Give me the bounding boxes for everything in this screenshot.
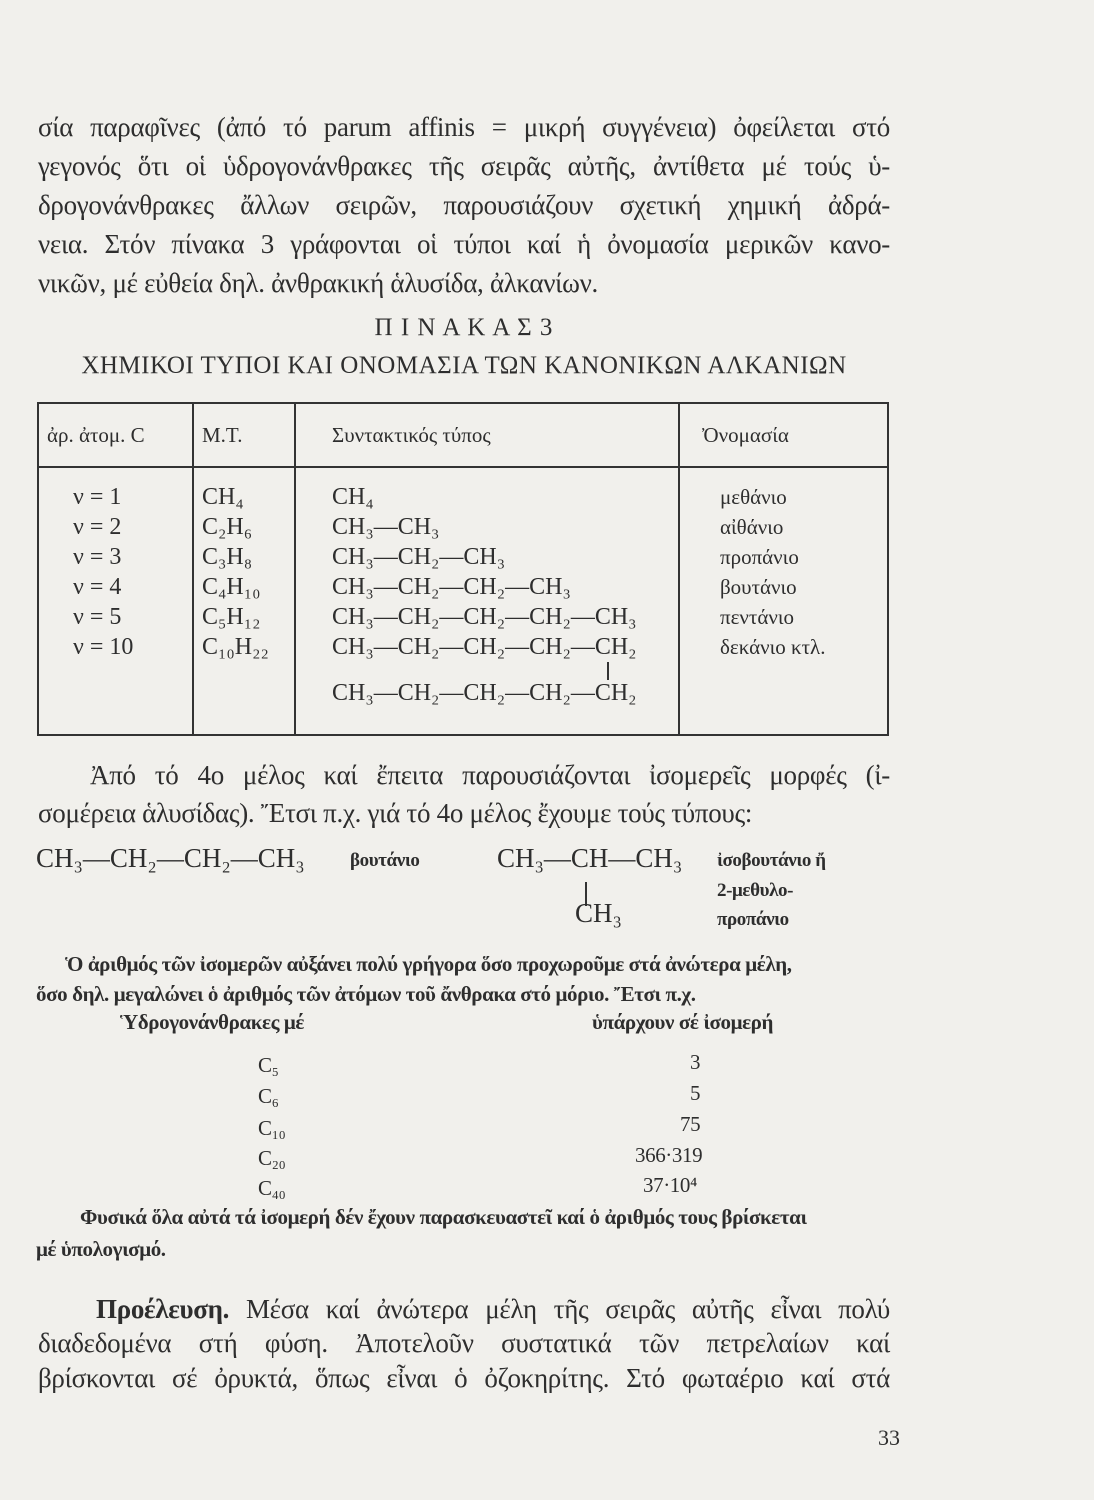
table-cell: CH₄ — [332, 484, 374, 510]
structural-formula-column — [332, 468, 678, 708]
table-cell: CH₃—CH₂—CH₂—CH₂—CH₂ — [332, 634, 637, 660]
isobutane-name: προπάνιο — [717, 909, 789, 930]
page-number: 33 — [878, 1425, 900, 1450]
header-cell: Συντακτικός τύπος — [295, 403, 679, 467]
isomer-count: 37·10⁴ — [643, 1173, 697, 1197]
header-cell: Μ.Τ. — [193, 403, 295, 467]
isobutane-name: 2-μεθυλο- — [717, 880, 794, 901]
isomer-count: 75 — [680, 1112, 701, 1136]
table-cell: ν = 2 — [73, 514, 122, 540]
carbon-count-column — [73, 468, 192, 662]
text-line: βρίσκονται σέ ὀρυκτά, ὅπως εἶναι ὁ ὀζοκηρίτης. Στό φωταέριο καί στά — [38, 1363, 890, 1393]
text-line: σομέρεια ἁλυσίδας). Ἔτσι π.χ. γιά τό 4ο μέλος ἔχουμε τούς τύπους: — [38, 798, 753, 828]
text-line: νεια. Στόν πίνακα 3 γράφονται οἱ τύποι καί ἡ ὀνομασία μερικῶν κανο- — [38, 229, 890, 259]
table-cell: C₃H₈ — [202, 544, 253, 570]
text-line — [96, 1294, 890, 1325]
text-line: Ἀπό τό 4ο μέλος καί ἔπειτα παρουσιάζονται ἰσομερεῖς μορφές (ἰ- — [90, 760, 890, 790]
isobutane-name: ἰσοβουτάνιο ἤ — [717, 850, 826, 871]
table-cell: ν = 10 — [73, 634, 134, 660]
carbon-label: C₁₀ — [258, 1116, 286, 1140]
table-cell: βουτάνιο — [720, 575, 797, 599]
table-cell: αἰθάνιο — [720, 515, 784, 539]
table-cell: C₁₀H₂₂ — [202, 634, 269, 660]
table-cell: CH₃—CH₂—CH₂—CH₂—CH₃ — [332, 604, 637, 630]
text-line: δρογονάνθρακες ἄλλων σειρῶν, παρουσιάζουν σχετική χημική ἀδρά- — [38, 190, 890, 220]
bond-line — [607, 662, 609, 680]
table-cell: CH₄ — [202, 484, 244, 510]
isobutane-branch: CH₃ — [575, 898, 622, 928]
table-title: ΧΗΜΙΚΟΙ ΤΥΠΟΙ ΚΑΙ ΟΝΟΜΑΣΙΑ ΤΩΝ ΚΑΝΟΝΙΚΩΝ ΑΛΚΑΝΙΩΝ — [81, 352, 847, 379]
text-line: ὅσο δηλ. μεγαλώνει ὁ ἀριθμός τῶν ἀτόμων τοῦ ἄνθρακα στό μόριο. Ἔτσι π.χ. — [36, 982, 696, 1006]
carbon-label: C₄₀ — [258, 1176, 286, 1200]
table-cell: CH₃—CH₂—CH₃ — [332, 544, 506, 570]
table-cell: CH₃—CH₂—CH₂—CH₃ — [332, 574, 571, 600]
text-line: μέ ὑπολογισμό. — [36, 1237, 166, 1261]
table-cell: προπάνιο — [720, 545, 799, 569]
table-cell: μεθάνιο — [720, 485, 787, 509]
butane-formula: CH₃—CH₂—CH₂—CH₃ — [36, 843, 305, 873]
header-cell: Ὀνομασία — [679, 403, 888, 467]
name-column — [720, 468, 887, 662]
carbon-label: C₅ — [258, 1053, 279, 1077]
isomer-count: 5 — [690, 1081, 701, 1105]
molecular-formula-column — [202, 468, 294, 662]
isomer-count: 3 — [690, 1050, 701, 1074]
carbon-label: C₂₀ — [258, 1146, 286, 1170]
isomer-col-header: Ὑδρογονάνθρακες μέ — [120, 1010, 304, 1034]
section-heading: Προέλευση. — [96, 1294, 230, 1324]
table-cell: δεκάνιο κτλ. — [720, 635, 826, 659]
table-cell: πεντάνιο — [720, 605, 795, 629]
alkanes-table — [37, 402, 889, 736]
table-cell: C₂H₆ — [202, 514, 253, 540]
text-line: σία παραφῖνες (ἀπό τό parum affinis = μικρή συγγένεια) ὀφείλεται στό — [38, 112, 890, 142]
table-header-row — [38, 403, 888, 467]
table-label: Π Ι Ν Α Κ Α Σ 3 — [374, 314, 554, 341]
table-cell: ν = 4 — [73, 574, 122, 600]
table-cell: ν = 1 — [73, 484, 122, 510]
text-span: Μέσα καί ἀνώτερα μέλη τῆς σειρᾶς αὐτῆς εἶναι πολύ — [229, 1294, 890, 1324]
table-cell: C₄H₁₀ — [202, 574, 261, 600]
table-body — [38, 467, 888, 735]
butane-name: βουτάνιο — [350, 850, 420, 871]
text-line: Φυσικά ὅλα αὐτά τά ἰσομερή δέν ἔχουν παρασκευαστεῖ καί ὁ ἀριθμός τους βρίσκεται — [80, 1205, 807, 1229]
header-cell: ἀρ. ἀτομ. C — [38, 403, 193, 467]
text-line: διαδεδομένα στή φύση. Ἀποτελοῦν συστατικά τῶν πετρελαίων καί — [38, 1328, 890, 1358]
isobutane-formula: CH₃—CH—CH₃ — [497, 843, 683, 873]
carbon-label: C₆ — [258, 1084, 279, 1108]
table-cell: CH₃—CH₂—CH₂—CH₂—CH₂ — [332, 680, 637, 706]
isomer-col-header: ὑπάρχουν σέ ἰσομερή — [592, 1010, 774, 1034]
table-cell: ν = 3 — [73, 544, 122, 570]
table-cell: CH₃—CH₃ — [332, 514, 440, 540]
table-cell: C₅H₁₂ — [202, 604, 261, 630]
text-line: γεγονός ὅτι οἱ ὑδρογονάνθρακες τῆς σειρᾶς αὐτῆς, ἀντίθετα μέ τούς ὑ- — [38, 151, 890, 181]
isomer-count: 366·319 — [635, 1143, 703, 1167]
table-cell: ν = 5 — [73, 604, 122, 630]
text-line: νικῶν, μέ εὐθεία δηλ. ἀνθρακική ἁλυσίδα, ἀλκανίων. — [38, 268, 598, 298]
text-line: Ὁ ἀριθμός τῶν ἰσομερῶν αὐξάνει πολύ γρήγορα ὅσο προχωροῦμε στά ἀνώτερα μέλη, — [65, 952, 792, 976]
